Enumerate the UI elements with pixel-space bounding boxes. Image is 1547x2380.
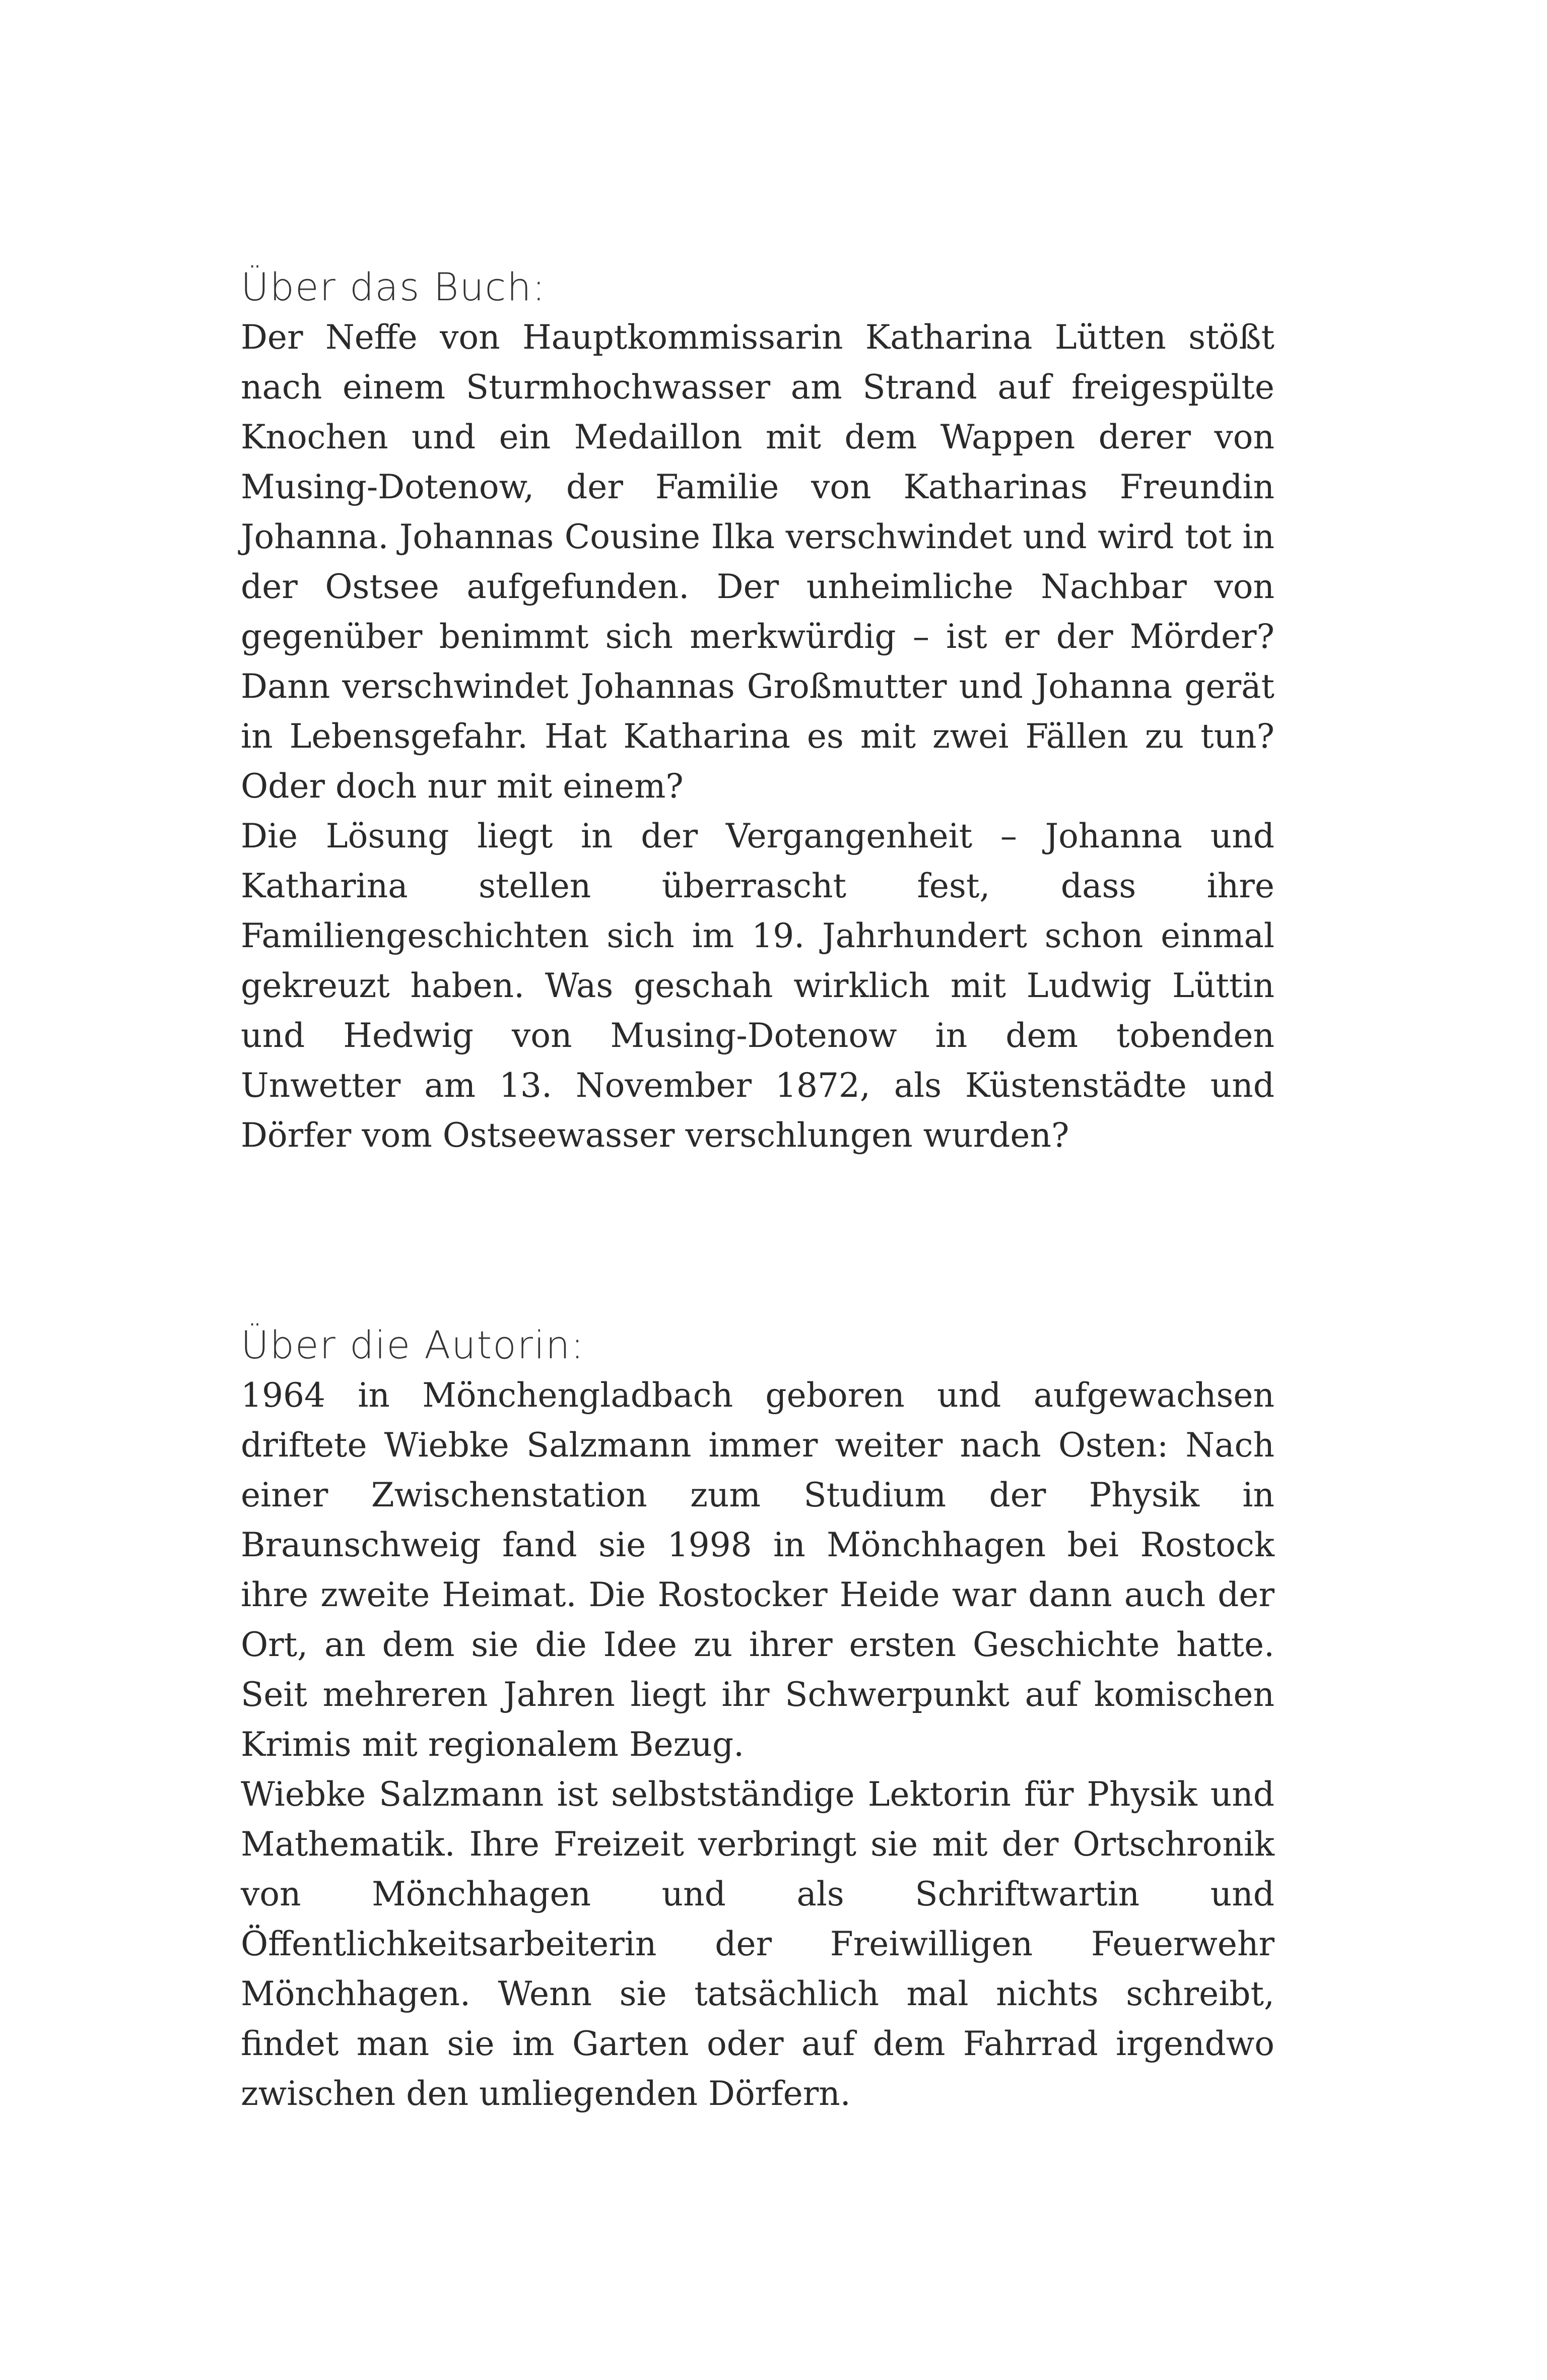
about-book-section — [241, 262, 1274, 1160]
about-author-heading: Über die Autorin: — [241, 1323, 585, 1367]
about-book-paragraph-1: Der Neffe von Hauptkommissarin Katharina Lütten stößt nach einem Sturmhochwasser am Strand auf freigespülte Knochen und ein Medaillon mit dem Wappen derer von Musing-Dotenow, der Familie von Katharinas Freundin Johanna. Johannas Cousine Ilka verschwindet und wird tot in der Ostsee aufgefunden. Der unheimliche Nachbar von gegenüber benimmt sich merkwürdig – ist er der Mörder? Dann verschwindet Johannas Großmutter und Johanna gerät in Lebensgefahr. Hat Katharina es mit zwei Fällen zu tun? Oder doch nur mit einem? — [241, 318, 1274, 806]
about-book-heading: Über das Buch: — [241, 265, 547, 309]
about-author-section — [241, 1320, 1274, 2119]
about-author-paragraph-1: 1964 in Mönchengladbach geboren und aufgewachsen driftete Wiebke Salzmann immer weiter nach Osten: Nach einer Zwischenstation zum Studium der Physik in Braunschweig fand sie 1998 in Mönchhagen bei Rostock ihre zweite Heimat. Die Rostocker Heide war dann auch der Ort, an dem sie die Idee zu ihrer ersten Geschichte hatte. Seit mehreren Jahren liegt ihr Schwerpunkt auf komischen Krimis mit regionalem Bezug. — [241, 1376, 1274, 1764]
about-book-paragraph-2: Die Lösung liegt in der Vergangenheit – Johanna und Katharina stellen überrascht fest, dass ihre Familiengeschichten sich im 19. Jahrhundert schon einmal gekreuzt haben. Was geschah wirklich mit Ludwig Lüttin und Hedwig von Musing-Dotenow in dem tobenden Unwetter am 13. November 1872, als Küstenstädte und Dörfer vom Ostseewasser verschlungen wurden? — [241, 817, 1274, 1155]
about-author-paragraph-2: Wiebke Salzmann ist selbstständige Lektorin für Physik und Mathematik. Ihre Freizeit verbringt sie mit der Ortschronik von Mönchhagen und als Schriftwartin und Öffentlichkeitsarbeiterin der Freiwilligen Feuerwehr Mönchhagen. Wenn sie tatsächlich mal nichts schreibt, findet man sie im Garten oder auf dem Fahrrad irgendwo zwischen den umliegenden Dörfern. — [241, 1775, 1274, 2113]
